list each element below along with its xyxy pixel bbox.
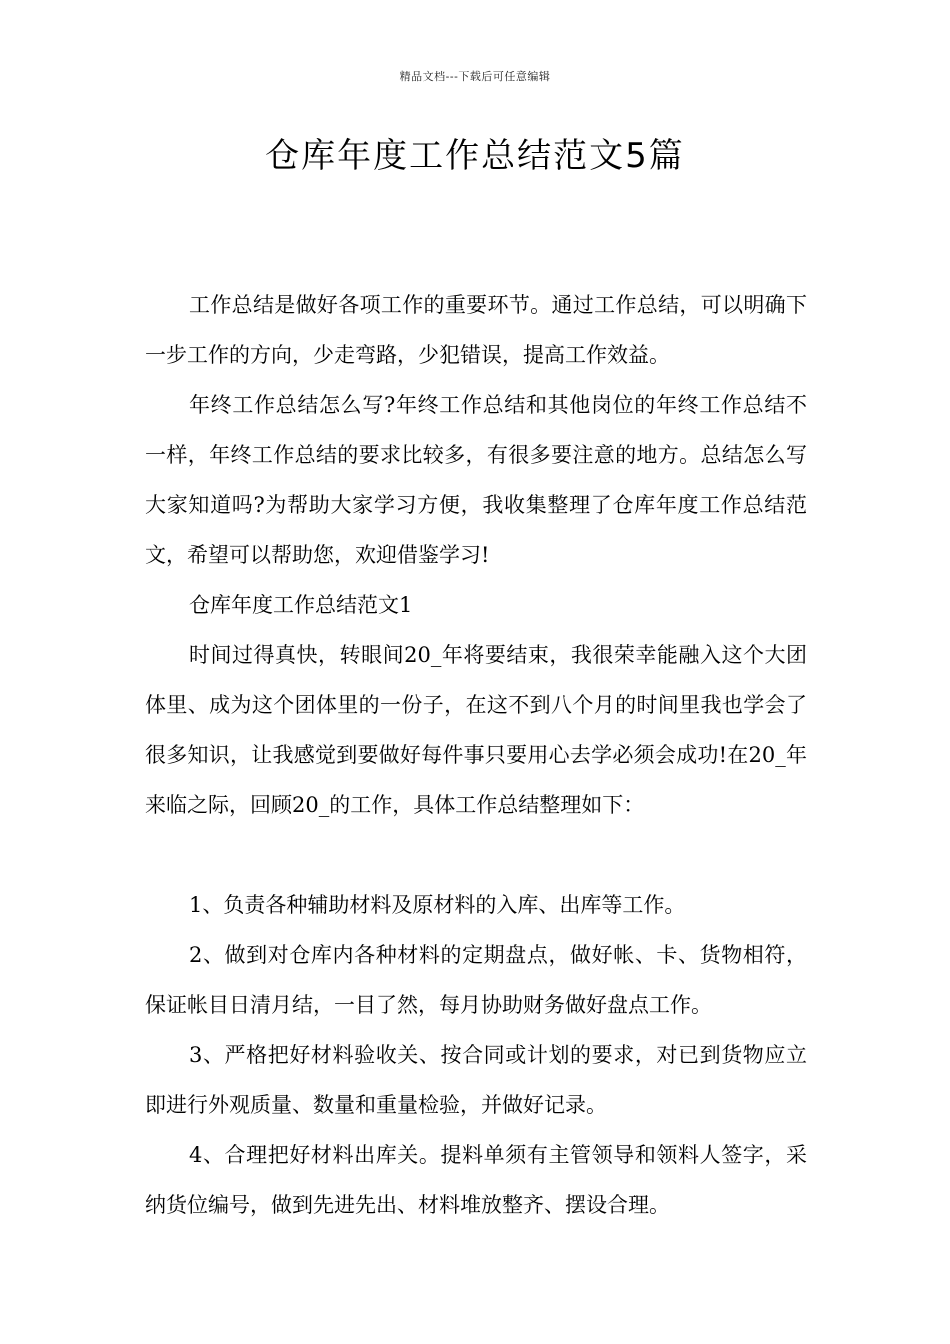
paragraph-sample-1-opening: 时间过得真快，转眼间20_年将要结束，我很荣幸能融入这个大团体里、成为这个团体里的一份子，在这不到八个月的时间里我也学会了很多知识，让我感觉到要做好每件事只要用心去学必须会成功!在20_年来临之际，回顾20_的工作，具体工作总结整理如下：	[145, 643, 807, 817]
paragraph-gap	[145, 830, 807, 880]
document-title: 仓库年度工作总结范文5篇	[265, 136, 685, 176]
list-item-3: 3、严格把好材料验收关、按合同或计划的要求，对已到货物应立即进行外观质量、数量和重量检验，并做好记录。	[145, 1043, 807, 1117]
list-item-2: 2、做到对仓库内各种材料的定期盘点，做好帐、卡、货物相符，保证帐目日清月结，一目了然，每月协助财务做好盘点工作。	[145, 943, 807, 1017]
header-note: 精品文档---下载后可任意编辑	[399, 70, 551, 83]
paragraph-how-to-write: 年终工作总结怎么写?年终工作总结和其他岗位的年终工作总结不一样，年终工作总结的要求比较多，有很多要注意的地方。总结怎么写大家知道吗?为帮助大家学习方便，我收集整理了仓库年度工作总结范文，希望可以帮助您，欢迎借鉴学习!	[145, 393, 807, 567]
list-item-4: 4、合理把好材料出库关。提料单须有主管领导和领料人签字，采纳货位编号，做到先进先出、材料堆放整齐、摆设合理。	[145, 1143, 807, 1217]
paragraph-intro: 工作总结是做好各项工作的重要环节。通过工作总结，可以明确下一步工作的方向，少走弯路，少犯错误，提高工作效益。	[145, 293, 807, 367]
document-body	[145, 280, 807, 1230]
section-heading-sample-1: 仓库年度工作总结范文1	[189, 593, 413, 617]
list-item-1: 1、负责各种辅助材料及原材料的入库、出库等工作。	[189, 893, 686, 917]
